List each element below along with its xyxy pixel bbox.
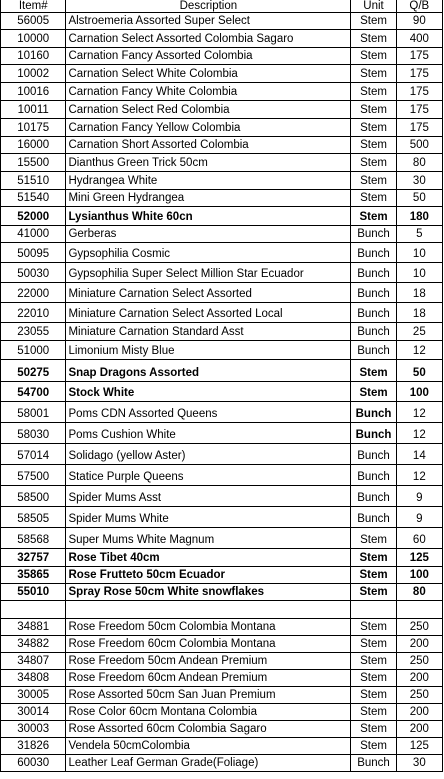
- cell-description: Limonium Misty Blue: [66, 341, 351, 360]
- cell-item: 35865: [1, 567, 66, 584]
- table-row: [1, 48, 443, 65]
- cell-item: 56005: [1, 13, 66, 30]
- cell-description: Miniature Carnation Standard Asst: [66, 323, 351, 341]
- cell-qb: 12: [396, 402, 442, 423]
- cell-unit: Bunch: [351, 283, 396, 303]
- cell-qb: 250: [396, 653, 442, 670]
- cell-unit: Stem: [351, 119, 396, 137]
- table-row: [1, 687, 443, 704]
- header-item: Item#: [1, 0, 66, 13]
- cell-unit: Bunch: [351, 303, 396, 323]
- cell-qb: 180: [396, 207, 442, 226]
- cell-description: Rose Freedom 60cm Andean Premium: [66, 670, 351, 687]
- table-row: [1, 423, 443, 444]
- cell-unit: Stem: [351, 154, 396, 172]
- cell-unit: Bunch: [351, 486, 396, 507]
- cell-description: Rose Assorted 60cm Colombia Sagaro: [66, 721, 351, 738]
- cell-description: Statice Purple Queens: [66, 465, 351, 486]
- table-row: [1, 360, 443, 382]
- cell-unit: Bunch: [351, 507, 396, 528]
- cell-item: 51540: [1, 190, 66, 207]
- cell-qb: 80: [396, 584, 442, 601]
- cell-qb: 200: [396, 636, 442, 653]
- table-row: [1, 190, 443, 207]
- table-row: [1, 528, 443, 549]
- cell-description: Carnation Select Assorted Colombia Sagaro: [66, 30, 351, 48]
- cell-item: 32757: [1, 549, 66, 567]
- cell-qb: 18: [396, 283, 442, 303]
- cell-unit: Bunch: [351, 402, 396, 423]
- cell-unit: Bunch: [351, 243, 396, 263]
- cell-qb: 80: [396, 154, 442, 172]
- cell-description: Alstroemeria Assorted Super Select: [66, 13, 351, 30]
- cell-description: Snap Dragons Assorted: [66, 360, 351, 382]
- header-qb: Q/B: [396, 0, 442, 13]
- table-row: [1, 619, 443, 636]
- cell-item: 34807: [1, 653, 66, 670]
- cell-unit: Stem: [351, 137, 396, 154]
- table-row: [1, 670, 443, 687]
- cell-description: Miniature Carnation Select Assorted Local: [66, 303, 351, 323]
- cell-item: 58505: [1, 507, 66, 528]
- table-row: [1, 154, 443, 172]
- cell-qb: 50: [396, 190, 442, 207]
- table-row: [1, 704, 443, 721]
- cell-qb: 200: [396, 670, 442, 687]
- table-row: [1, 243, 443, 263]
- cell-unit: Stem: [351, 549, 396, 567]
- cell-qb: 125: [396, 738, 442, 755]
- cell-item: 16000: [1, 137, 66, 154]
- cell-qb: 5: [396, 226, 442, 243]
- table-row: [1, 755, 443, 772]
- cell-qb: 12: [396, 465, 442, 486]
- header-row: [1, 0, 443, 13]
- table-row: [1, 65, 443, 83]
- cell-description: Gerberas: [66, 226, 351, 243]
- header-description: Description: [66, 0, 351, 13]
- cell-description: Miniature Carnation Select Assorted: [66, 283, 351, 303]
- cell-unit: Bunch: [351, 341, 396, 360]
- cell-qb: 175: [396, 119, 442, 137]
- cell-description: Gypsophilia Super Select Million Star Ecuador: [66, 263, 351, 283]
- cell-description: Gypsophilia Cosmic: [66, 243, 351, 263]
- table-row: [1, 721, 443, 738]
- cell-description: Spider Mums Asst: [66, 486, 351, 507]
- cell-unit: Stem: [351, 738, 396, 755]
- cell-item: 10016: [1, 83, 66, 101]
- cell-unit: Bunch: [351, 263, 396, 283]
- cell-unit: Stem: [351, 636, 396, 653]
- cell-qb: 30: [396, 755, 442, 772]
- cell-description: Rose Tibet 40cm: [66, 549, 351, 567]
- cell-description: Mini Green Hydrangea: [66, 190, 351, 207]
- cell-qb: 25: [396, 323, 442, 341]
- table-row: [1, 303, 443, 323]
- table-row: [1, 507, 443, 528]
- table-row: [1, 83, 443, 101]
- cell-item: 51510: [1, 172, 66, 190]
- cell-qb: 250: [396, 687, 442, 704]
- cell-unit: Bunch: [351, 323, 396, 341]
- cell-qb: 175: [396, 65, 442, 83]
- table-row: [1, 13, 443, 30]
- cell-description: Solidago (yellow Aster): [66, 444, 351, 465]
- cell-qb: 9: [396, 486, 442, 507]
- cell-item: 58500: [1, 486, 66, 507]
- cell-unit: Stem: [351, 670, 396, 687]
- cell-item: 10002: [1, 65, 66, 83]
- table-row: [1, 341, 443, 360]
- table-row: [1, 738, 443, 755]
- cell-unit: Stem: [351, 13, 396, 30]
- cell-item: 34808: [1, 670, 66, 687]
- cell-unit: Bunch: [351, 423, 396, 444]
- cell-qb: 125: [396, 549, 442, 567]
- table-row: [1, 30, 443, 48]
- cell-item: 58001: [1, 402, 66, 423]
- cell-qb: 30: [396, 172, 442, 190]
- table-row: [1, 549, 443, 567]
- cell-description: Carnation Fancy White Colombia: [66, 83, 351, 101]
- table-row: [1, 226, 443, 243]
- cell-unit: Stem: [351, 172, 396, 190]
- cell-item: 34882: [1, 636, 66, 653]
- cell-description: Rose Color 60cm Montana Colombia: [66, 704, 351, 721]
- cell-description: Stock White: [66, 382, 351, 402]
- cell-qb: 100: [396, 382, 442, 402]
- cell-description: Spray Rose 50cm White snowflakes: [66, 584, 351, 601]
- cell-qb: 175: [396, 83, 442, 101]
- table-row: [1, 119, 443, 137]
- cell-qb: 50: [396, 360, 442, 382]
- cell-item: 30003: [1, 721, 66, 738]
- cell-qb: 500: [396, 137, 442, 154]
- cell-unit: Stem: [351, 83, 396, 101]
- table-row: [1, 584, 443, 601]
- cell-description: Super Mums White Magnum: [66, 528, 351, 549]
- table-row: [1, 207, 443, 226]
- cell-qb: 10: [396, 243, 442, 263]
- cell-qb: 90: [396, 13, 442, 30]
- cell-unit: Bunch: [351, 226, 396, 243]
- cell-item: 31826: [1, 738, 66, 755]
- spacer-row: [1, 601, 443, 619]
- cell-item: 57014: [1, 444, 66, 465]
- cell-description: Rose Freedom 60cm Colombia Montana: [66, 636, 351, 653]
- cell-item: 54700: [1, 382, 66, 402]
- cell-item: 58030: [1, 423, 66, 444]
- table-row: [1, 137, 443, 154]
- cell-item: 51000: [1, 341, 66, 360]
- table-row: [1, 402, 443, 423]
- cell-unit: Bunch: [351, 444, 396, 465]
- cell-description: Carnation Short Assorted Colombia: [66, 137, 351, 154]
- cell-description: Rose Assorted 50cm San Juan Premium: [66, 687, 351, 704]
- cell-unit: Stem: [351, 528, 396, 549]
- table-row: [1, 263, 443, 283]
- cell-description: Spider Mums White: [66, 507, 351, 528]
- table-row: [1, 382, 443, 402]
- cell-qb: 60: [396, 528, 442, 549]
- cell-unit: Stem: [351, 619, 396, 636]
- cell-description: Rose Freedom 50cm Andean Premium: [66, 653, 351, 670]
- cell-item: 57500: [1, 465, 66, 486]
- cell-qb: 250: [396, 619, 442, 636]
- cell-item: 55010: [1, 584, 66, 601]
- table-row: [1, 323, 443, 341]
- table-row: [1, 653, 443, 670]
- cell-unit: Stem: [351, 584, 396, 601]
- header-unit: Unit: [351, 0, 396, 13]
- cell-item: 60030: [1, 755, 66, 772]
- cell-item: 34881: [1, 619, 66, 636]
- cell-qb: 12: [396, 341, 442, 360]
- cell-item: 30014: [1, 704, 66, 721]
- cell-description: Lysianthus White 60cn: [66, 207, 351, 226]
- cell-description: Vendela 50cmColombia: [66, 738, 351, 755]
- cell-unit: Stem: [351, 101, 396, 119]
- cell-qb: 175: [396, 48, 442, 65]
- cell-description: Rose Freedom 50cm Colombia Montana: [66, 619, 351, 636]
- cell-description: Carnation Fancy Yellow Colombia: [66, 119, 351, 137]
- cell-qb: 9: [396, 507, 442, 528]
- cell-item: 30005: [1, 687, 66, 704]
- cell-unit: Bunch: [351, 755, 396, 772]
- cell-unit: Stem: [351, 360, 396, 382]
- cell-unit: Stem: [351, 653, 396, 670]
- cell-description: Rose Frutteto 50cm Ecuador: [66, 567, 351, 584]
- cell-unit: Stem: [351, 65, 396, 83]
- cell-qb: 200: [396, 721, 442, 738]
- cell-description: Carnation Fancy Assorted Colombia: [66, 48, 351, 65]
- cell-qb: 14: [396, 444, 442, 465]
- cell-item: 50275: [1, 360, 66, 382]
- cell-item: 15500: [1, 154, 66, 172]
- table-row: [1, 444, 443, 465]
- cell-item: 41000: [1, 226, 66, 243]
- cell-unit: Stem: [351, 207, 396, 226]
- cell-description: Hydrangea White: [66, 172, 351, 190]
- cell-qb: 200: [396, 704, 442, 721]
- cell-item: 50030: [1, 263, 66, 283]
- cell-qb: [396, 601, 442, 619]
- cell-item: 10160: [1, 48, 66, 65]
- cell-qb: 400: [396, 30, 442, 48]
- cell-description: Dianthus Green Trick 50cm: [66, 154, 351, 172]
- cell-qb: 100: [396, 567, 442, 584]
- cell-description: Carnation Select White Colombia: [66, 65, 351, 83]
- cell-description: Poms CDN Assorted Queens: [66, 402, 351, 423]
- cell-unit: Stem: [351, 721, 396, 738]
- cell-unit: Stem: [351, 567, 396, 584]
- cell-qb: 18: [396, 303, 442, 323]
- cell-qb: 10: [396, 263, 442, 283]
- cell-item: 52000: [1, 207, 66, 226]
- cell-item: 23055: [1, 323, 66, 341]
- table-row: [1, 465, 443, 486]
- cell-item: 58568: [1, 528, 66, 549]
- cell-unit: Bunch: [351, 465, 396, 486]
- cell-unit: Stem: [351, 382, 396, 402]
- cell-unit: Stem: [351, 190, 396, 207]
- cell-item: 10000: [1, 30, 66, 48]
- cell-item: 22000: [1, 283, 66, 303]
- table-row: [1, 101, 443, 119]
- cell-description: Carnation Select Red Colombia: [66, 101, 351, 119]
- table-row: [1, 486, 443, 507]
- cell-description: [66, 601, 351, 619]
- table-row: [1, 283, 443, 303]
- cell-unit: [351, 601, 396, 619]
- cell-description: Leather Leaf German Grade(Foliage): [66, 755, 351, 772]
- table-row: [1, 567, 443, 584]
- cell-unit: Stem: [351, 704, 396, 721]
- table-row: [1, 636, 443, 653]
- cell-qb: 12: [396, 423, 442, 444]
- cell-item: [1, 601, 66, 619]
- cell-description: Poms Cushion White: [66, 423, 351, 444]
- cell-unit: Stem: [351, 687, 396, 704]
- cell-item: 22010: [1, 303, 66, 323]
- cell-item: 10175: [1, 119, 66, 137]
- table-row: [1, 172, 443, 190]
- cell-item: 10011: [1, 101, 66, 119]
- cell-unit: Stem: [351, 30, 396, 48]
- cell-qb: 175: [396, 101, 442, 119]
- cell-item: 50095: [1, 243, 66, 263]
- cell-unit: Stem: [351, 48, 396, 65]
- table-body: [1, 13, 443, 772]
